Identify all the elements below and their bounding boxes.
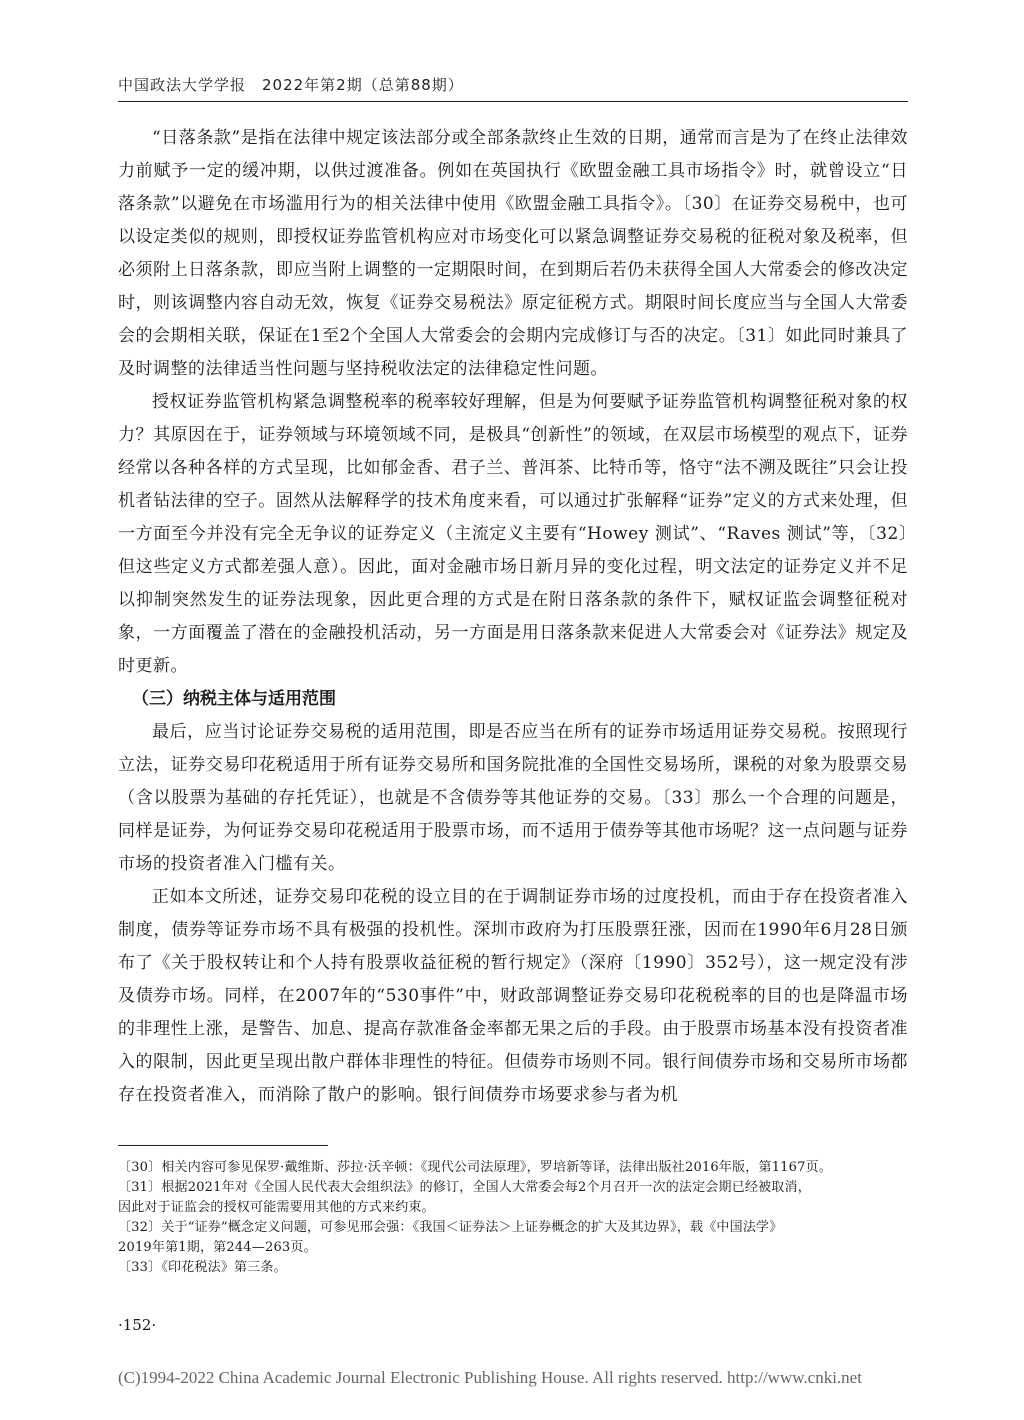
running-header: 中国政法大学学报 2022年第2期（总第88期） <box>118 76 464 94</box>
copyright-notice: (C)1994-2022 China Academic Journal Electronic Publishing House. All rights reserved. http://www.cnki.net <box>118 1368 862 1387</box>
header-rule <box>118 101 908 102</box>
footnote-31: 〔31〕根据2021年对《全国人民代表大会组织法》的修订，全国人大常委会每2个月召开一次的法定会期已经被取消， 因此对于证监会的授权可能需要用其他的方式来约束。 <box>118 1180 811 1215</box>
paragraph-sunset-clause: “日落条款”是指在法律中规定该法部分或全部条款终止生效的日期，通常而言是为了在终止法律效力前赋予一定的缓冲期，以供过渡准备。例如在英国执行《欧盟金融工具市场指令》时，就曾设立“日落条款”以避免在市场滥用行为的相关法律中使用《欧盟金融工具指令》。〔30〕在证券交易税中，也可以设定类似的规则，即授权证券监管机构应对市场变化可以紧急调整证券交易税的征税对象及税率，但必须附上日落条款，即应当附上调整的一定期限时间，在到期后若仍未获得全国人大常委会的修改决定时，则该调整内容自动无效，恢复《证券交易税法》原定征税方式。期限时间长度应当与全国人大常委会的会期相关联，保证在1至2个全国人大常委会的会期内完成修订与否的决定。〔31〕如此同时兼具了及时调整的法律适当性问题与坚持税收法定的法律稳定性问题。 <box>118 128 908 379</box>
article-body <box>118 122 908 1112</box>
page-number: ·152· <box>118 1316 157 1334</box>
footnotes <box>118 1158 910 1278</box>
paragraph-tax-object: 授权证券监管机构紧急调整税率的税率较好理解，但是为何要赋予证券监管机构调整征税对象的权力？其原因在于，证券领域与环境领域不同，是极具“创新性”的领域，在双层市场模型的观点下，证券经常以各种各样的方式呈现，比如郁金香、君子兰、普洱茶、比特币等，恪守“法不溯及既往”只会让投机者钻法律的空子。固然从法解释学的技术角度来看，可以通过扩张解释“证券”定义的方式来处理，但一方面至今并没有完全无争议的证券定义（主流定义主要有“Howey 测试”、“Raves 测试”等，〔32〕但这些定义方式都差强人意）。因此，面对金融市场日新月异的变化过程，明文法定的证券定义并不足以抑制突然发生的证券法现象，因此更合理的方式是在附日落条款的条件下，赋权证监会调整征税对象，一方面覆盖了潜在的金融投机活动，另一方面是用日落条款来促进人大常委会对《证券法》规定及时更新。 <box>118 392 908 676</box>
footnote-30: 〔30〕相关内容可参见保罗·戴维斯、莎拉·沃辛顿：《现代公司法原理》，罗培新等译，法律出版社2016年版，第1167页。 <box>118 1160 832 1175</box>
paragraph-scope: 最后，应当讨论证券交易税的适用范围，即是否应当在所有的证券市场适用证券交易税。按照现行立法，证券交易印花税适用于所有证券交易所和国务院批准的全国性交易场所，课税的对象为股票交易（含以股票为基础的存托凭证），也就是不含债券等其他证券的交易。〔33〕那么一个合理的问题是，同样是证券，为何证券交易印花税适用于股票市场，而不适用于债券等其他市场呢？这一点问题与证券市场的投资者准入门槛有关。 <box>118 722 908 874</box>
section-heading: （三）纳税主体与适用范围 <box>132 689 336 709</box>
footnote-33: 〔33〕《印花税法》第三条。 <box>118 1260 287 1275</box>
paragraph-purpose: 正如本文所述，证券交易印花税的设立目的在于调制证券市场的过度投机，而由于存在投资者准入制度，债券等证券市场不具有极强的投机性。深圳市政府为打压股票狂涨，因而在1990年6月28日颁布了《关于股权转让和个人持有股票收益征税的暂行规定》（深府〔1990〕352号），这一规定没有涉及债券市场。同样，在2007年的“530事件”中，财政部调整证券交易印花税税率的目的也是降温市场的非理性上涨，是警告、加息、提高存款准备金率都无果之后的手段。由于股票市场基本没有投资者准入的限制，因此更呈现出散户群体非理性的特征。但债券市场则不同。银行间债券市场和交易所市场都存在投资者准入，而消除了散户的影响。银行间债券市场要求参与者为机 <box>118 887 908 1105</box>
footnote-32: 〔32〕关于“证券”概念定义问题，可参见邢会强：《我国＜证券法＞上证券概念的扩大及其边界》，载《中国法学》 2019年第1期，第244—263页。 <box>118 1220 783 1255</box>
footnote-rule <box>118 1145 328 1146</box>
